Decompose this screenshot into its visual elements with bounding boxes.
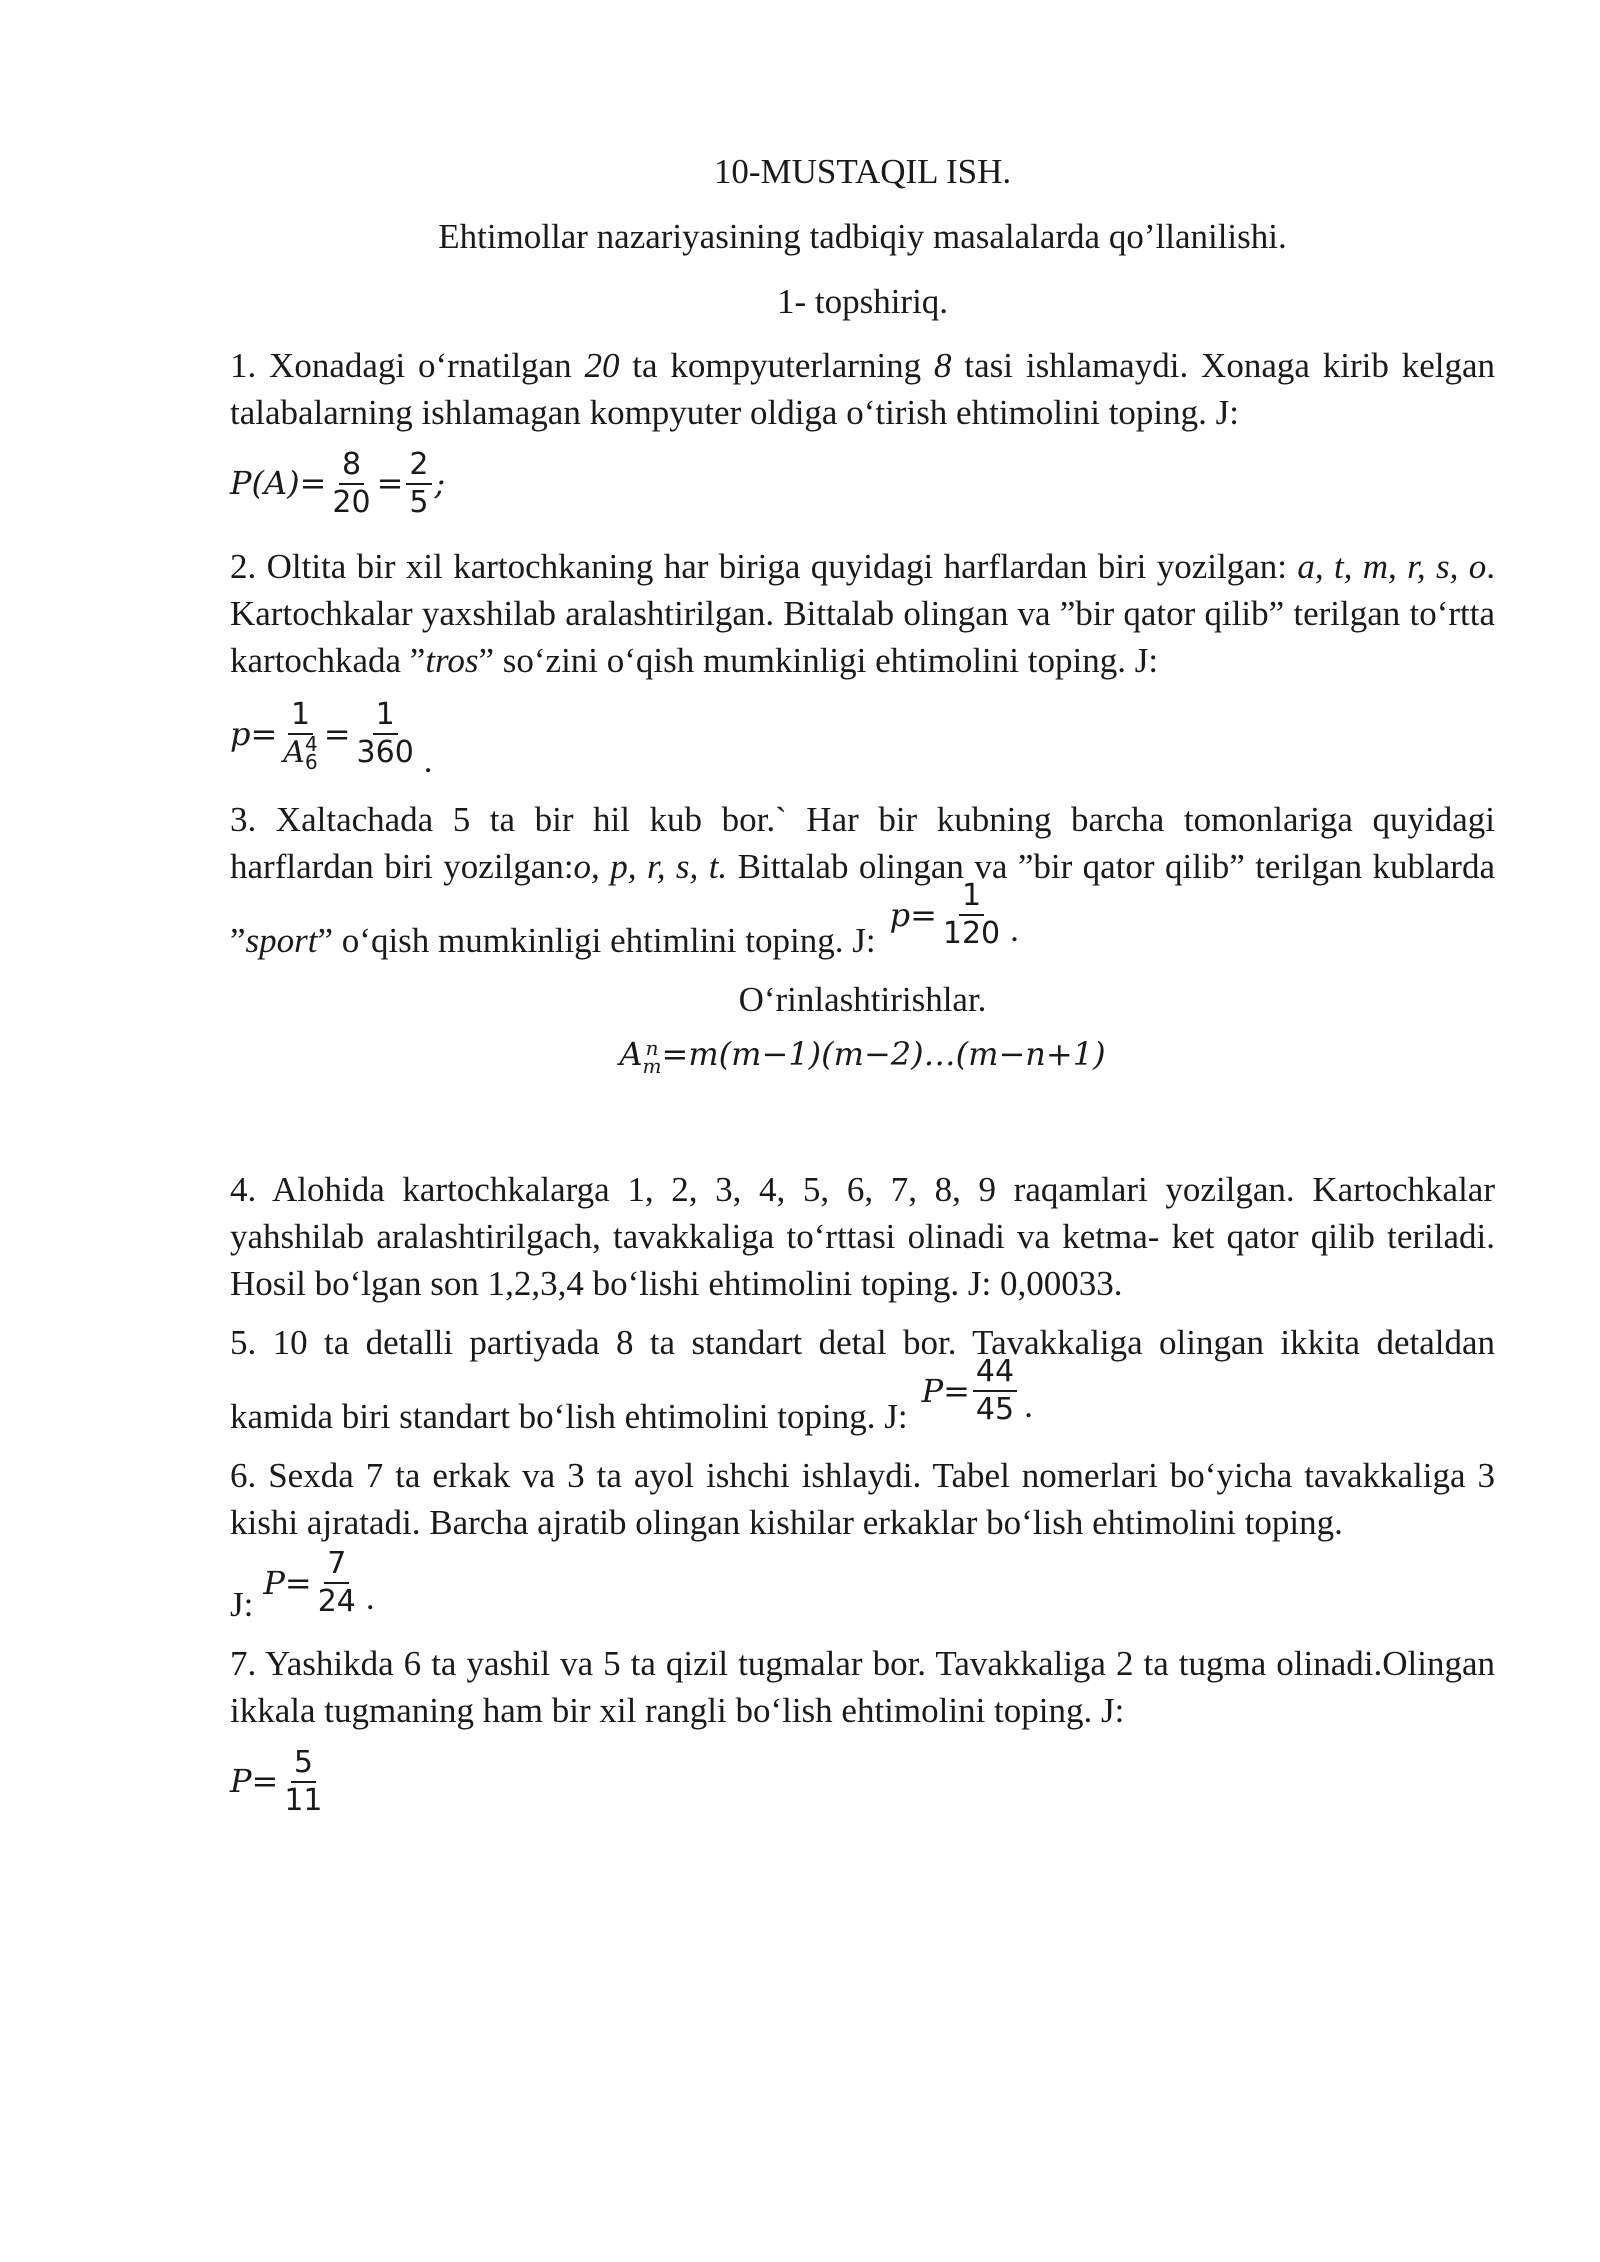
problem-6 [230, 1452, 1495, 1628]
problem-2-text: 2. Oltita bir xil kartochkaning har biriga quyidagi harflardan biri yozilgan: a, t, m, r, s, o. Kartochkalar yaxshilab aralashtirilgan. Bittalab olingan va ”bir qator qilib” terilgan to‘rtta kartochkada ”tros” so‘zini o‘qish mumkinligi ehtimolini toping. J: [230, 547, 1495, 680]
problem-1 [230, 342, 1495, 531]
problem-2-answer: p= 1 A 4 6 = $\frac{1}{360}$ . [230, 696, 433, 780]
problem-7 [230, 1640, 1495, 1829]
fraction: $\frac{7}{24}$ [317, 1546, 356, 1619]
fraction: $\frac{1}{120}$ [942, 878, 1001, 951]
problem-6-answer: J: P= $\frac{7}{24}$ . [230, 1546, 375, 1624]
problem-2 [230, 543, 1495, 784]
fraction: $\frac{8}{20}$ [332, 446, 371, 520]
fraction: 1 A 4 6 [283, 696, 318, 775]
problem-3 [230, 796, 1495, 964]
problem-6-text: 6. Sexda 7 ta erkak va 3 ta ayol ishchi ishlaydi. Tabel nomerlari bo‘yicha tavakkaliga 3 kishi ajratadi. Barcha ajratib olingan kishilar erkaklar bo‘lish ehtimolini toping. [230, 1456, 1495, 1542]
section-heading: O‘rinlashtirishlar. [738, 980, 987, 1019]
problem-7-text: 7. Yashikda 6 ta yashil va 5 ta qizil tugmalar bor. Tavakkaliga 2 ta tugma olinadi.Olingan ikkala tugmaning ham bir xil rangli bo‘lish ehtimolini toping. J: [230, 1644, 1495, 1730]
task-heading: 1- topshiriq. [776, 282, 949, 321]
problem-1-text: 1. Xonadagi o‘rnatilgan 20 ta kompyuterlarning 8 tasi ishlamaydi. Xonaga kirib kelgan talabalarning ishlamagan kompyuter oldiga o‘tirish ehtimolini toping. J: [230, 346, 1495, 432]
problem-3-answer: p= $\frac{1}{120}$ . [889, 878, 1019, 951]
fraction: $\frac{44}{45}$ [973, 1354, 1017, 1428]
page-title: 10-MUSTAQIL ISH. [713, 152, 1012, 191]
problem-3-text: 3. Xaltachada 5 ta bir hil kub bor.` Har bir kubning barcha tomonlariga quyidagi harflardan biri yozilgan:o, p, r, s, t. Bittalab olingan va ”bir qator qilib” terilgan kublarda ”sport” o‘qish mumkinligi ehtimlini toping. J: p= $\frac{1}{120}$ . [230, 800, 1495, 960]
problem-7-answer: P= $\frac{5}{11}$ [230, 1734, 1495, 1829]
page-subtitle: Ehtimollar nazariyasining tadbiqiy masalalarda qo’llanilishi. [438, 217, 1287, 256]
document-page [230, 148, 1495, 1841]
fraction: $\frac{1}{360}$ [356, 697, 414, 770]
problem-1-answer: P(A)= $\frac{8}{20}$ = $\frac{2}{5}$ ; [230, 446, 446, 520]
permutation-formula: A n m =m(m−1)(m−2)…(m−n+1) [619, 1035, 1106, 1078]
problem-5 [230, 1319, 1495, 1440]
problem-5-answer: P= $\frac{44}{45}$ . [921, 1354, 1033, 1427]
fraction: $\frac{5}{11}$ [284, 1744, 323, 1818]
fraction: $\frac{2}{5}$ [406, 447, 431, 521]
problem-4: 4. Alohida kartochkalarga 1, 2, 3, 4, 5, 6, 7, 8, 9 raqamlari yozilgan. Kartochkalar yahshilab aralashtirilgach, tavakkaliga to‘rttasi olinadi va ketma- ket qator qilib teriladi. Hosil bo‘lgan son 1,2,3,4 bo‘lishi ehtimolini toping. J: 0,00033. [230, 1170, 1495, 1303]
problem-5-text: 5. 10 ta detalli partiyada 8 ta standart detal bor. Tavakkaliga olingan ikkita detaldan kamida biri standart bo‘lish ehtimolini toping. J: P= $\frac{44}{45}$ . [230, 1323, 1495, 1436]
